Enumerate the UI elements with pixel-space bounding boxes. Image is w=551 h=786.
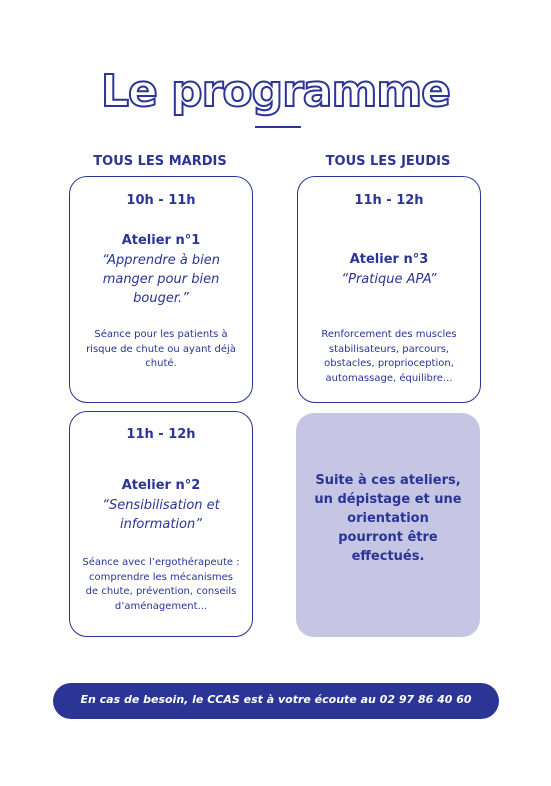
contact-banner (53, 683, 499, 719)
atelier-time: 11h - 12h (126, 427, 196, 442)
page-title: Le programme (100, 66, 451, 117)
atelier-quote: “Sensibilisation et information” (102, 498, 220, 532)
atelier-description: Séance avec l’ergothérapeute : comprendre les mécanismes de chute, prévention, conseils d’aménagement... (82, 557, 240, 612)
atelier-card-3 (297, 176, 481, 403)
atelier-description: Renforcement des muscles stabilisateurs, parcours, obstacles, proprioception, automassage, équilibre... (321, 329, 457, 384)
atelier-quote: “Pratique APA” (341, 272, 437, 287)
atelier-number: Atelier n°2 (121, 478, 201, 493)
followup-note-text: Suite à ces ateliers, un dépistage et une orientation pourront être effectués. (314, 473, 462, 564)
atelier-card-1 (69, 176, 253, 403)
contact-text: En cas de besoin, le CCAS est à votre écoute au 02 97 86 40 60 (80, 693, 472, 706)
atelier-time: 10h - 11h (126, 193, 196, 208)
title-underline (255, 126, 301, 128)
atelier-description: Séance pour les patients à risque de chute ou ayant déjà chuté. (86, 329, 236, 369)
atelier-card-2 (69, 411, 253, 637)
atelier-time: 11h - 12h (354, 193, 424, 208)
followup-note-box (296, 413, 480, 637)
atelier-quote: “Apprendre à bien manger pour bien bouger.” (101, 253, 221, 306)
atelier-number: Atelier n°1 (121, 233, 201, 248)
column-heading-thursdays: TOUS LES JEUDIS (325, 154, 451, 169)
atelier-number: Atelier n°3 (349, 252, 429, 267)
column-heading-tuesdays: TOUS LES MARDIS (93, 154, 227, 169)
